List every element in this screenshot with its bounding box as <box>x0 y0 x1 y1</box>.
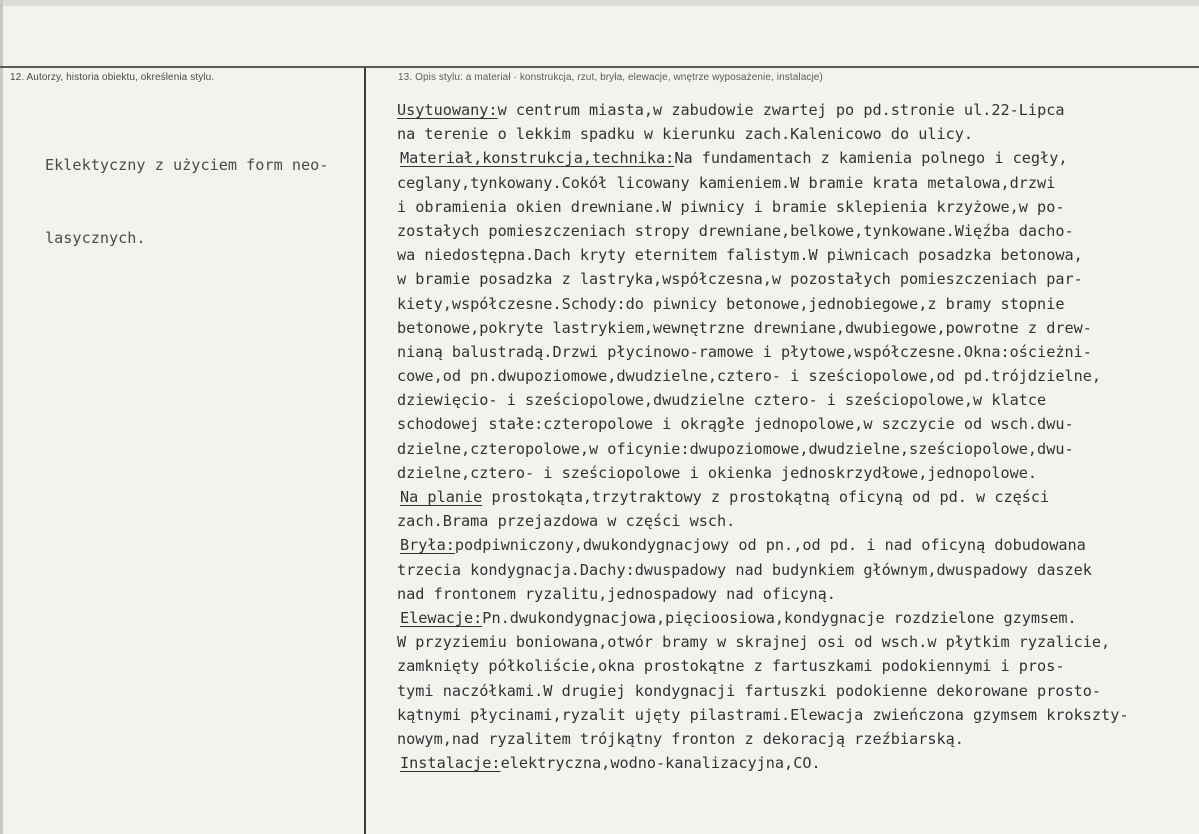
line-text: podpiwniczony,dwukondygnacjowy od pn.,od pd. i nad oficyną dobudowana <box>454 536 1086 555</box>
description-line <box>397 267 1187 291</box>
section-12-header: 12. Autorzy, historia obiektu, określenia stylu. <box>10 72 215 83</box>
line-text: w bramie posadzka z lastryka,współczesna,w pozostałych pomieszczeniach par- <box>397 270 1083 289</box>
description-line <box>397 606 1187 630</box>
description-line <box>397 98 1187 122</box>
description-line <box>397 219 1187 243</box>
line-text: elektryczna,wodno-kanalizacyjna,CO. <box>500 754 821 773</box>
section-heading: Usytuowany: <box>397 101 498 119</box>
description-line <box>397 243 1187 267</box>
line-text: wa niedostępna.Dach kryty eternitem falistym.W piwnicach posadzka betonowa, <box>397 246 1083 265</box>
description-line <box>397 582 1187 606</box>
description-line <box>397 703 1187 727</box>
description-line <box>397 292 1187 316</box>
description-line <box>397 509 1187 533</box>
line-text: zach.Brama przejazdowa w części wsch. <box>397 512 736 531</box>
style-line: Eklektyczny z użyciem form neo- <box>45 156 329 174</box>
style-description <box>45 104 355 299</box>
line-text: nowym,nad ryzalitem trójkątny fronton z dekoracją rzeźbiarską. <box>397 729 964 748</box>
line-text: prostokąta,trzytraktowy z prostokątną oficyną od pd. w części <box>482 488 1050 506</box>
line-text: kiety,współczesne.Schody:do piwnicy betonowe,jednobiegowe,z bramy stopnie <box>397 294 1065 313</box>
description-line <box>397 558 1187 582</box>
line-text: ceglany,tynkowany.Cokół licowany kamieniem.W bramie krata metalowa,drzwi <box>397 173 1056 192</box>
section-13-header: 13. Opis stylu: a materiał · konstrukcja, rzut, bryła, elewacje, wnętrze wyposażenie, instalacje) <box>398 72 823 83</box>
line-text: schodowej stałe:czteropolowe i okrągłe jednopolowe,w szczycie od wsch.dwu- <box>397 415 1074 434</box>
paper-top-edge <box>0 0 1199 6</box>
description-line <box>397 364 1187 388</box>
line-text: kątnymi płycinami,ryzalit ujęty pilastrami.Elewacja zwieńczona gzymsem kroksztу- <box>397 705 1129 724</box>
description-line <box>397 340 1187 364</box>
description-line <box>397 171 1187 195</box>
line-text: zamknięty półkoliście,okna prostokątne z fartuszkami podokiennymi i pros- <box>397 657 1065 676</box>
style-line: lasycznych. <box>45 229 146 248</box>
description-line <box>397 146 1187 170</box>
description-line <box>397 412 1187 436</box>
line-text: dzielne,czteropolowe,w oficynie:dwupoziomowe,dwudzielne,sześciopolowe,dwu- <box>397 439 1074 458</box>
description-line <box>397 679 1187 703</box>
description-line <box>397 630 1187 654</box>
description-line <box>397 195 1187 219</box>
line-text: trzecia kondygnacja.Dachy:dwuspadowy nad budynkiem głównym,dwuspadowy daszek <box>397 560 1092 579</box>
section-heading: Na planie <box>400 488 483 506</box>
description-line <box>397 654 1187 678</box>
line-text: nad frontonem ryzalitu,jednospadowy nad oficyną. <box>397 584 836 603</box>
section-heading: Instalacje: <box>400 754 501 773</box>
line-text: W przyziemiu boniowana,otwór bramy w skrajnej osi od wsch.w płytkim ryzalicie, <box>397 633 1111 652</box>
line-text: betonowe,pokryte lastrykiem,wewnętrzne drewniane,dwubiegowe,powrotne z drew- <box>397 318 1092 337</box>
line-text: Pn.dwukondygnacjowa,pięcioosiowa,kondygnacje rozdzielone gzymsem. <box>482 608 1077 627</box>
line-text: nianą balustradą.Drzwi płycinowo-ramowe i płytowe,współczesne.Okna:ościeżni- <box>397 342 1092 361</box>
line-text: dziewięcio- i sześciopolowe,dwudzielne cztero- i sześciopolowe,w klatce <box>397 391 1047 410</box>
line-text: cowe,od pn.dwupoziomowe,dwudzielne,cztero- i sześciopolowe,od pd.trójdzielne, <box>397 367 1102 386</box>
description-line <box>397 485 1187 509</box>
line-text: zostałych pomieszczeniach stropy drewniane,belkowe,tynkowane.Więźba dacho- <box>397 221 1074 240</box>
paper-left-edge <box>0 0 3 834</box>
section-heading: Elewacje: <box>400 608 483 627</box>
column-divider-line <box>364 67 366 834</box>
section-heading: Bryła: <box>400 536 455 555</box>
header-divider-line <box>0 66 1199 68</box>
description-line <box>397 437 1187 461</box>
description-line <box>397 461 1187 485</box>
line-text: tymi naczółkami.W drugiej kondygnacji fartuszki podokienne dekorowane prosto- <box>397 681 1102 700</box>
line-text: i obramienia okien drewniane.W piwnicy i bramie sklepienia krzyżowe,w po- <box>397 197 1065 216</box>
description-line <box>397 751 1187 775</box>
description-line <box>397 388 1187 412</box>
line-text: na terenie o lekkim spadku w kierunku zach.Kalenicowo do ulicy. <box>397 125 974 144</box>
description-line <box>397 122 1187 146</box>
description-line <box>397 316 1187 340</box>
line-text: w centrum miasta,w zabudowie zwartej po pd.stronie ul.22-Lipca <box>497 101 1065 119</box>
line-text: dzielne,cztero- i sześciopolowe i okienka jednoskrzydłowe,jednopolowe. <box>397 463 1038 482</box>
description-line <box>397 533 1187 557</box>
building-description <box>397 98 1187 775</box>
description-line <box>397 727 1187 751</box>
section-heading: Materiał,konstrukcja,technika: <box>400 149 675 168</box>
line-text: Na fundamentach z kamienia polnego i cegły, <box>674 149 1068 168</box>
